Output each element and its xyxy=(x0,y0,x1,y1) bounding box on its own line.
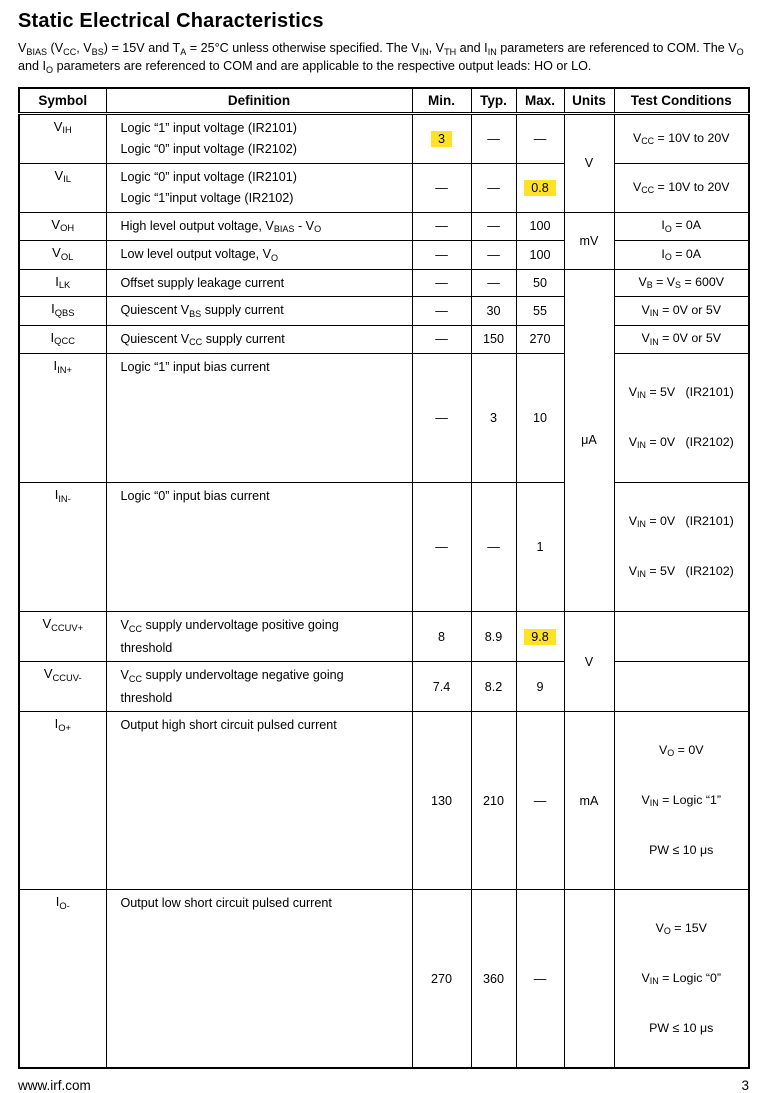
header-row xyxy=(19,88,749,113)
intro-text: $V_{BIAS}$ ($V_{CC}$, $V_{BS}) = 15V$ and $T_A = 25^\circ C$ unless otherwise specified. The $V_{IN}$, $V_{TH}$ and $I_{IN}$ parameters are referenced to COM. The $V_O$ and $I_O$ parameters are referenced to COM and are applicable to the respective output leads: HO or LO. xyxy=(18,41,744,75)
min-cell: — xyxy=(412,297,471,326)
symbol-cell: $V_{OH}$ xyxy=(19,212,106,241)
page-footer xyxy=(18,1078,749,1093)
max-cell: 55 xyxy=(516,297,564,326)
test-conditions-cell: $V_O = 15V$ $V_{IN}$ = Logic “0” PW ≤ 10 μs xyxy=(614,890,749,1069)
test-conditions-cell: $V_{IN} = 0V$ or 5V xyxy=(614,297,749,326)
typ-cell: 150 xyxy=(471,325,516,354)
typ-cell: — xyxy=(471,212,516,241)
typ-cell: 210 xyxy=(471,712,516,890)
min-cell: 130 xyxy=(412,712,471,890)
max-cell xyxy=(516,612,564,662)
table-row-ilk xyxy=(19,269,749,297)
table-row-vil xyxy=(19,163,749,212)
definition-cell: Output low short circuit pulsed current xyxy=(106,890,412,1069)
definition-cell: Logic “1” input voltage (IR2101) Logic “0” input voltage (IR2102) xyxy=(106,113,412,163)
typ-cell: — xyxy=(471,241,516,270)
definition-cell: $V_{CC}$ supply undervoltage negative going threshold xyxy=(106,662,412,712)
max-cell: — xyxy=(516,113,564,163)
min-cell: — xyxy=(412,241,471,270)
definition-cell: $V_{CC}$ supply undervoltage positive going threshold xyxy=(106,612,412,662)
characteristics-table xyxy=(18,87,750,1069)
table-row-vol xyxy=(19,241,749,270)
table-row-iin-minus xyxy=(19,483,749,612)
definition-cell: Logic “1” input bias current xyxy=(106,354,412,483)
min-cell: — xyxy=(412,325,471,354)
definition-cell: High level output voltage, $V_{BIAS} - V_O$ xyxy=(106,212,412,241)
highlighted-value: 0.8 xyxy=(524,180,556,196)
test-conditions-cell: $V_O = 0V$ $V_{IN}$ = Logic “1” PW ≤ 10 μs xyxy=(614,712,749,890)
test-conditions-cell: $I_O = 0A$ xyxy=(614,241,749,270)
typ-cell: — xyxy=(471,483,516,612)
symbol-cell: $I_{QBS}$ xyxy=(19,297,106,326)
max-cell: 9 xyxy=(516,662,564,712)
definition-cell: Quiescent $V_{CC}$ supply current xyxy=(106,325,412,354)
definition-cell: Low level output voltage, $V_O$ xyxy=(106,241,412,270)
symbol-cell: $V_{CCUV+}$ xyxy=(19,612,106,662)
typ-cell: 8.9 xyxy=(471,612,516,662)
header-definition: Definition xyxy=(106,88,412,113)
table-row-voh xyxy=(19,212,749,241)
footer-url: www.irf.com xyxy=(18,1078,91,1093)
table-row-io-plus xyxy=(19,712,749,890)
test-conditions-cell xyxy=(614,612,749,662)
header-symbol: Symbol xyxy=(19,88,106,113)
table-row-iqbs xyxy=(19,297,749,326)
definition-cell: Logic “0” input bias current xyxy=(106,483,412,612)
symbol-cell: $V_{IL}$ xyxy=(19,163,106,212)
symbol-cell: $I_{O-}$ xyxy=(19,890,106,1069)
max-cell: 100 xyxy=(516,212,564,241)
max-cell: — xyxy=(516,890,564,1069)
table-row-iin-plus xyxy=(19,354,749,483)
units-cell: V xyxy=(564,612,614,712)
header-max: Max. xyxy=(516,88,564,113)
highlighted-value: 3 xyxy=(431,131,452,147)
symbol-cell: $V_{OL}$ xyxy=(19,241,106,270)
min-cell: 7.4 xyxy=(412,662,471,712)
test-conditions-cell: $V_B = V_S = 600V$ xyxy=(614,269,749,297)
max-cell: 270 xyxy=(516,325,564,354)
page-title: Static Electrical Characteristics xyxy=(18,10,324,32)
header-min: Min. xyxy=(412,88,471,113)
highlighted-value: 9.8 xyxy=(524,629,556,645)
page-number: 3 xyxy=(741,1078,749,1093)
header-typ: Typ. xyxy=(471,88,516,113)
test-conditions-cell: $V_{CC} = 10V$ to 20V xyxy=(614,113,749,163)
symbol-cell: $I_{IN+}$ xyxy=(19,354,106,483)
max-cell: 100 xyxy=(516,241,564,270)
symbol-cell: $V_{CCUV-}$ xyxy=(19,662,106,712)
test-conditions-cell: $V_{IN} = 0V$ (IR2101) $V_{IN} = 5V$ (IR2102) xyxy=(614,483,749,612)
table-header xyxy=(19,88,749,113)
test-conditions-cell: $V_{CC} = 10V$ to 20V xyxy=(614,163,749,212)
test-conditions-cell: $V_{IN} = 0V$ or 5V xyxy=(614,325,749,354)
typ-cell: — xyxy=(471,113,516,163)
max-cell: 1 xyxy=(516,483,564,612)
typ-cell: 8.2 xyxy=(471,662,516,712)
max-cell: 10 xyxy=(516,354,564,483)
typ-cell: 30 xyxy=(471,297,516,326)
definition-cell: Output high short circuit pulsed current xyxy=(106,712,412,890)
symbol-cell: $I_{QCC}$ xyxy=(19,325,106,354)
table-row-vih xyxy=(19,113,749,163)
min-cell: — xyxy=(412,354,471,483)
definition-cell: Quiescent $V_{BS}$ supply current xyxy=(106,297,412,326)
min-cell: 270 xyxy=(412,890,471,1069)
table-row-vccuv-plus xyxy=(19,612,749,662)
test-conditions-cell xyxy=(614,662,749,712)
table-row-vccuv-minus xyxy=(19,662,749,712)
table-row-io-minus xyxy=(19,890,749,1069)
min-cell xyxy=(412,113,471,163)
units-cell: V xyxy=(564,113,614,212)
units-cell: mA xyxy=(564,712,614,890)
test-conditions-cell: $I_O = 0A$ xyxy=(614,212,749,241)
max-cell: 50 xyxy=(516,269,564,297)
max-cell xyxy=(516,163,564,212)
typ-cell: — xyxy=(471,269,516,297)
min-cell: — xyxy=(412,163,471,212)
min-cell: — xyxy=(412,212,471,241)
typ-cell: — xyxy=(471,163,516,212)
min-cell: — xyxy=(412,483,471,612)
units-cell: mV xyxy=(564,212,614,269)
typ-cell: 360 xyxy=(471,890,516,1069)
symbol-cell: $I_{O+}$ xyxy=(19,712,106,890)
definition-cell: Logic “0” input voltage (IR2101) Logic “1”input voltage (IR2102) xyxy=(106,163,412,212)
symbol-cell: $V_{IH}$ xyxy=(19,113,106,163)
max-cell: — xyxy=(516,712,564,890)
symbol-cell: $I_{LK}$ xyxy=(19,269,106,297)
definition-cell: Offset supply leakage current xyxy=(106,269,412,297)
units-cell: μA xyxy=(564,269,614,612)
header-test-conditions: Test Conditions xyxy=(614,88,749,113)
table-row-iqcc xyxy=(19,325,749,354)
test-conditions-cell: $V_{IN} = 5V$ (IR2101) $V_{IN} = 0V$ (IR2102) xyxy=(614,354,749,483)
symbol-cell: $I_{IN-}$ xyxy=(19,483,106,612)
header-units: Units xyxy=(564,88,614,113)
typ-cell: 3 xyxy=(471,354,516,483)
min-cell: 8 xyxy=(412,612,471,662)
units-cell xyxy=(564,890,614,1069)
min-cell: — xyxy=(412,269,471,297)
